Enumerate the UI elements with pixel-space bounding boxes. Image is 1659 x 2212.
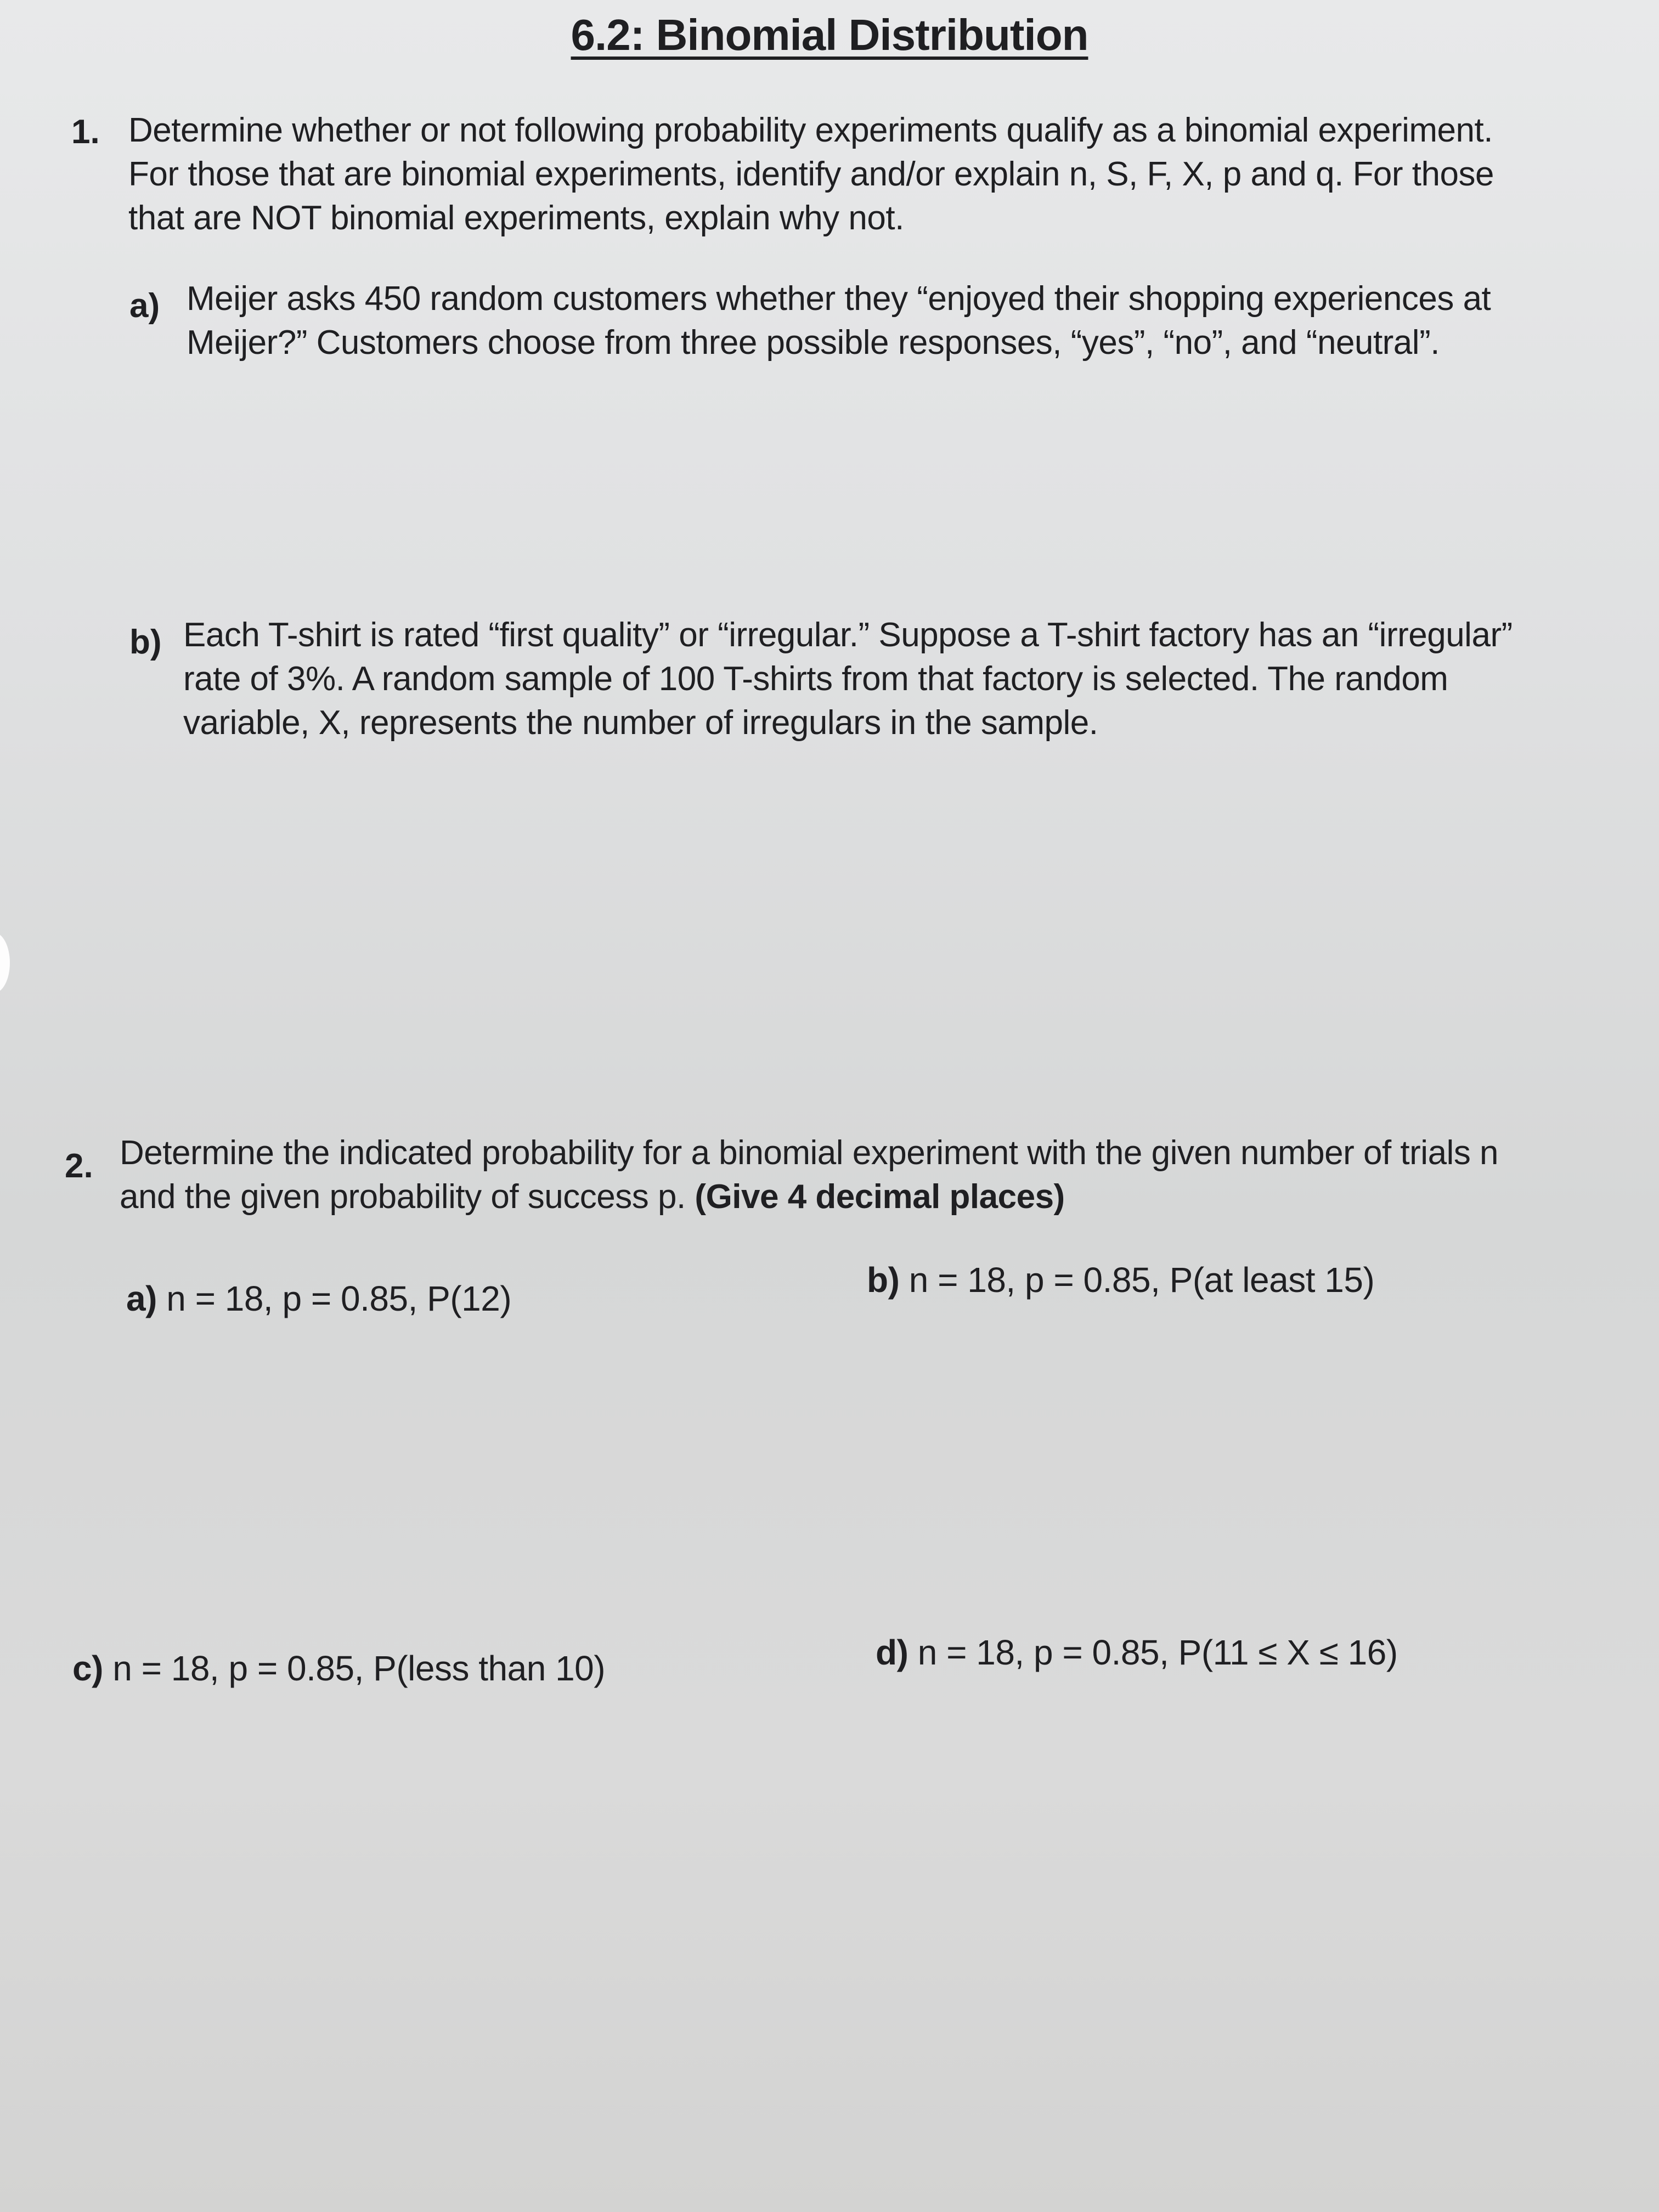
q1a-text <box>187 277 1491 365</box>
q1-number: 1. <box>71 113 100 151</box>
q1-line-2: For those that are binomial experiments, identify and/or explain n, S, F, X, p and q. For those <box>128 155 1494 193</box>
q1-line-3: that are NOT binomial experiments, explain why not. <box>128 199 904 237</box>
q1a-label: a) <box>129 287 160 325</box>
q2c-label: c) <box>72 1649 103 1688</box>
q2a-label: a) <box>126 1279 157 1318</box>
q2-line-2-text: and the given probability of success p. <box>120 1178 695 1216</box>
page-edge-glare <box>0 933 10 993</box>
q2-line-2 <box>120 1175 1498 1219</box>
q1b-text <box>183 613 1513 745</box>
q2c-text: n = 18, p = 0.85, P(less than 10) <box>112 1649 606 1688</box>
q2-part-d <box>876 1632 1398 1673</box>
q1-instructions <box>128 109 1494 240</box>
q1b-line-3: variable, X, represents the number of irregulars in the sample. <box>183 704 1098 742</box>
q2-part-c <box>72 1648 605 1689</box>
q2-part-b <box>867 1260 1374 1300</box>
q2-line-1: Determine the indicated probability for a binomial experiment with the given number of trials n <box>120 1134 1499 1172</box>
q2d-text: n = 18, p = 0.85, P(11 ≤ X ≤ 16) <box>917 1633 1398 1672</box>
q2-decimal-note: (Give 4 decimal places) <box>695 1178 1065 1216</box>
q2a-text: n = 18, p = 0.85, P(12) <box>166 1279 512 1318</box>
q1b-line-1: Each T-shirt is rated “first quality” or “irregular.” Suppose a T-shirt factory has an “irregular” <box>183 616 1513 654</box>
q2d-label: d) <box>876 1633 909 1672</box>
q1b-line-2: rate of 3%. A random sample of 100 T-shirts from that factory is selected. The random <box>183 660 1448 698</box>
q2b-label: b) <box>867 1260 900 1300</box>
q1a-line-1: Meijer asks 450 random customers whether they “enjoyed their shopping experiences at <box>187 280 1491 318</box>
q2-number: 2. <box>65 1147 93 1185</box>
page-title: 6.2: Binomial Distribution <box>571 10 1088 59</box>
q1-line-1: Determine whether or not following probability experiments qualify as a binomial experiment. <box>128 111 1493 149</box>
q2b-text: n = 18, p = 0.85, P(at least 15) <box>909 1260 1375 1300</box>
q1b-label: b) <box>129 623 162 661</box>
q2-instructions <box>120 1131 1498 1219</box>
q1a-line-2: Meijer?” Customers choose from three possible responses, “yes”, “no”, and “neutral”. <box>187 324 1440 362</box>
q2-part-a <box>126 1278 511 1319</box>
